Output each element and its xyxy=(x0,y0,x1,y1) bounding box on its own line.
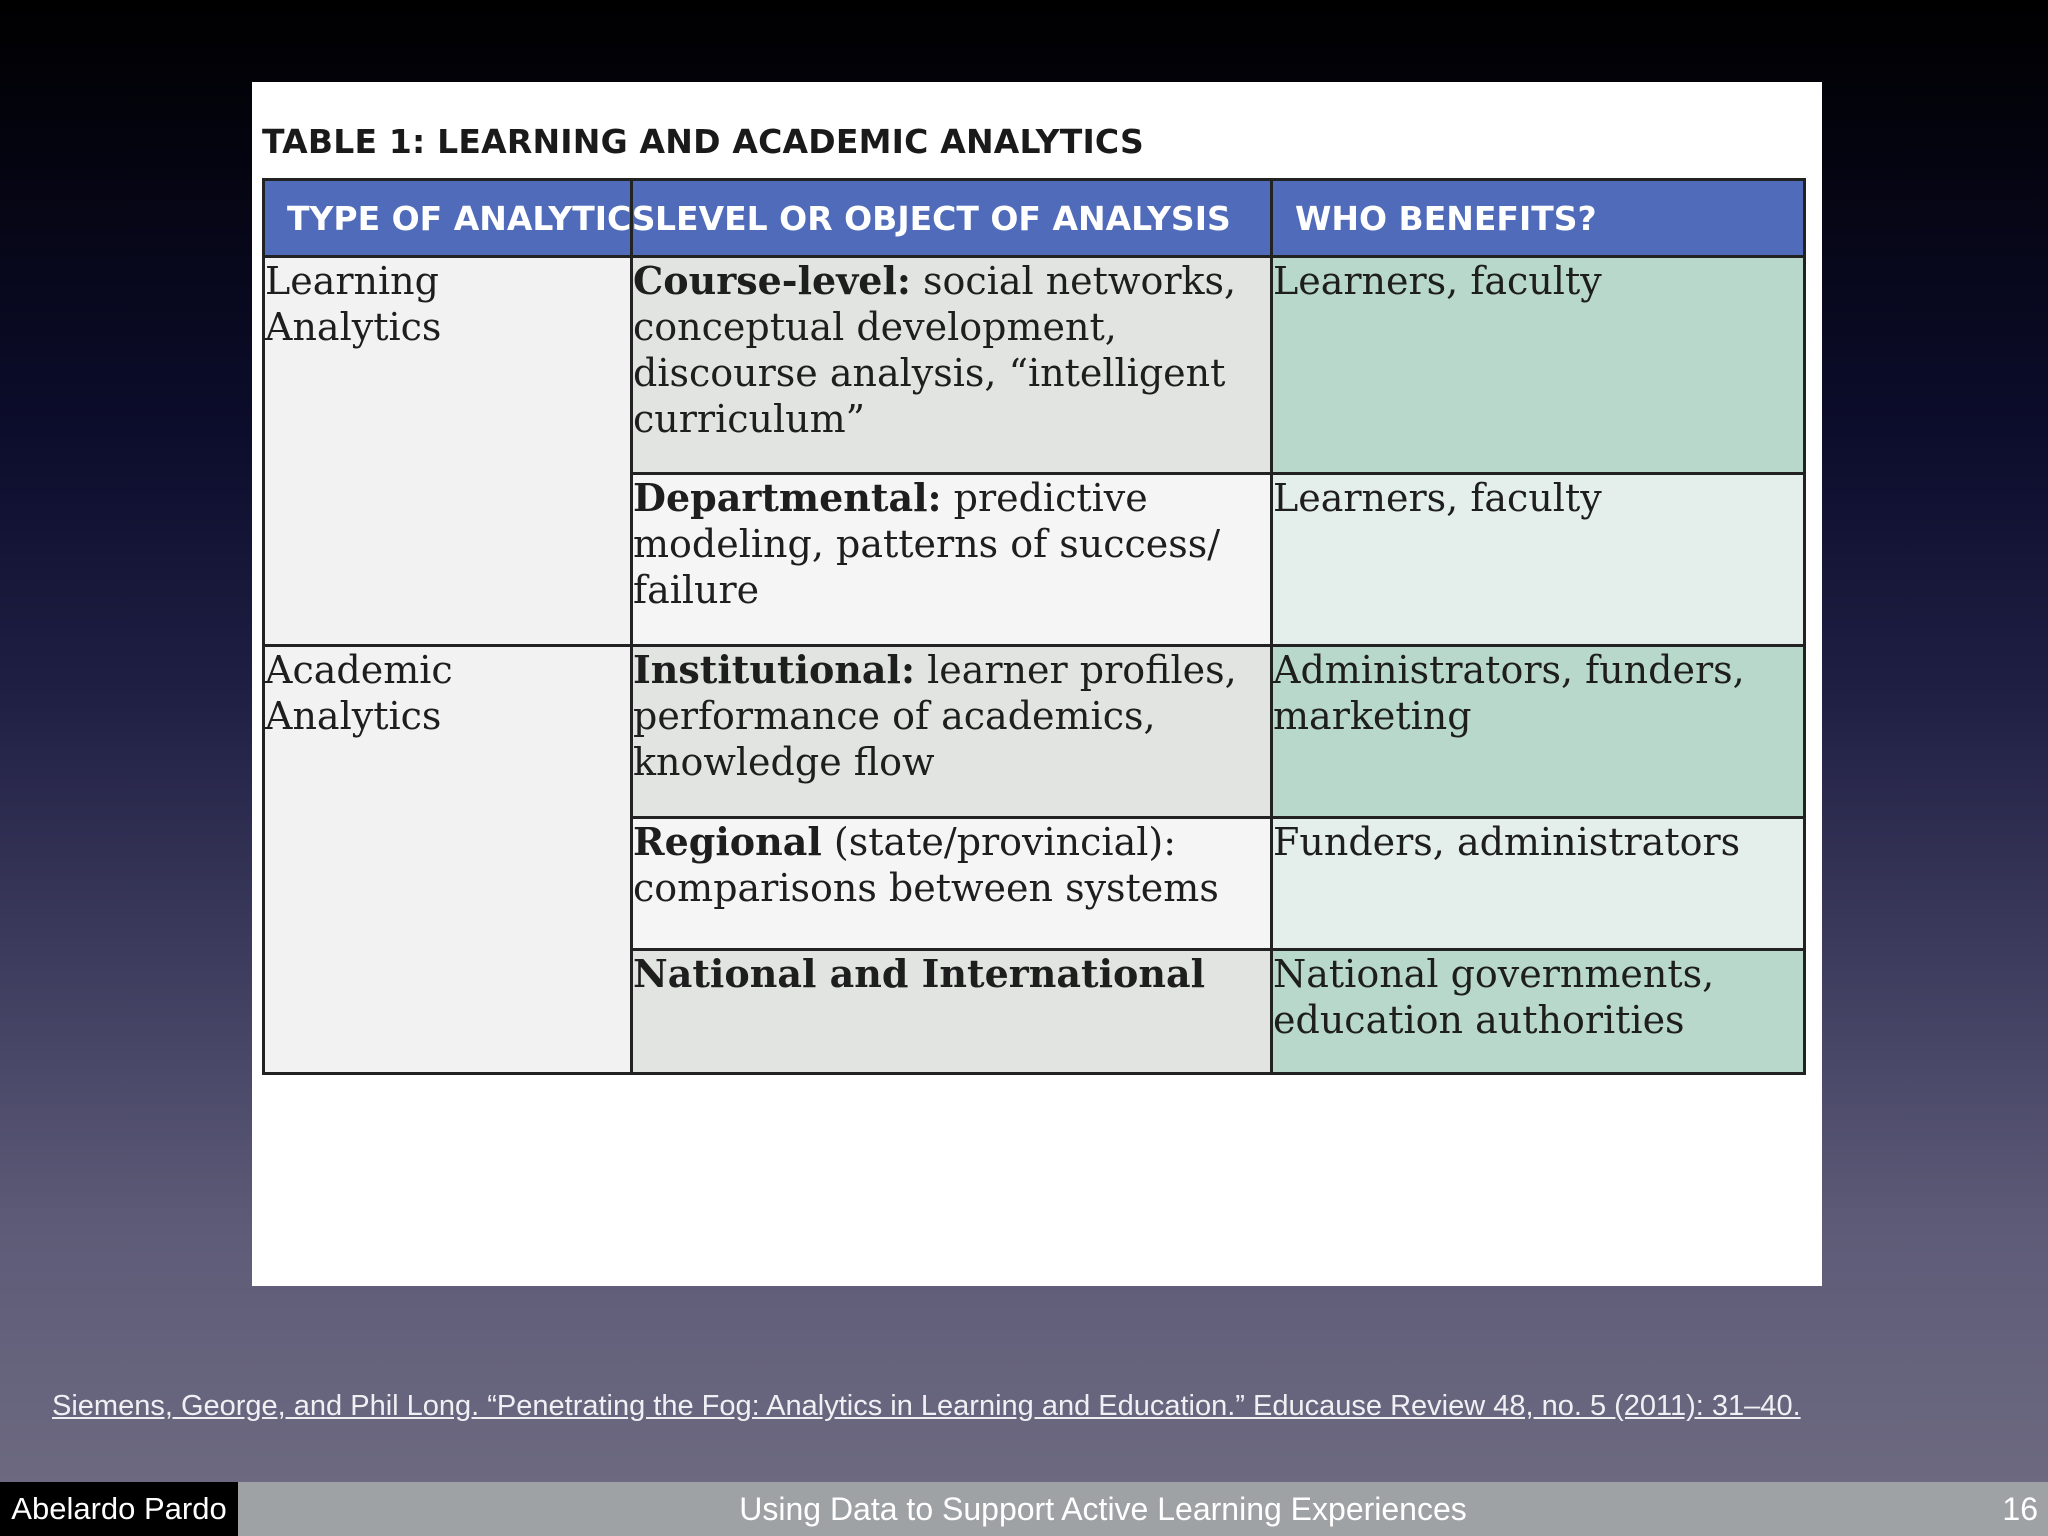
page-number: 16 xyxy=(2002,1491,2038,1527)
header-type-of-analytics: TYPE OF ANALYTICS xyxy=(264,180,632,257)
citation-link[interactable]: Siemens, George, and Phil Long. “Penetrating the Fog: Analytics in Learning and Education.” Educause Review 48, no. 5 (2011): 31–40. xyxy=(52,1390,1801,1422)
level-label: National and International xyxy=(633,951,1206,996)
benefits-cell: Funders, administrators xyxy=(1272,818,1805,950)
benefits-cell: Learners, faculty xyxy=(1272,474,1805,646)
type-cell-learning-analytics xyxy=(264,257,632,646)
footer-author: Abelardo Pardo xyxy=(0,1482,238,1536)
type-label: Analytics xyxy=(265,694,442,738)
table-header-row xyxy=(264,180,1805,257)
type-label: Learning xyxy=(265,259,439,303)
level-label: Regional xyxy=(633,819,822,864)
type-cell-academic-analytics xyxy=(264,646,632,1074)
table-image xyxy=(252,82,1822,1286)
level-label: Institutional: xyxy=(633,647,916,692)
level-cell xyxy=(632,257,1272,474)
level-cell xyxy=(632,950,1272,1074)
header-who-benefits: WHO BENEFITS? xyxy=(1272,180,1805,257)
table-row xyxy=(264,257,1805,474)
type-label: Academic xyxy=(265,648,453,692)
table-row xyxy=(264,646,1805,818)
level-label: Course-level: xyxy=(633,258,911,303)
footer-bar xyxy=(0,1482,2048,1536)
level-cell xyxy=(632,818,1272,950)
table-title: TABLE 1: LEARNING AND ACADEMIC ANALYTICS xyxy=(262,122,1144,161)
level-label: Departmental: xyxy=(633,475,942,520)
type-label: Analytics xyxy=(265,305,442,349)
benefits-cell: Administrators, funders, marketing xyxy=(1272,646,1805,818)
footer-presentation-title: Using Data to Support Active Learning Experiences xyxy=(739,1491,1467,1527)
level-cell xyxy=(632,474,1272,646)
level-text: (state/provincial): comparisons between systems xyxy=(633,820,1219,910)
benefits-cell: Learners, faculty xyxy=(1272,257,1805,474)
level-text: predictive modeling, patterns of success/ failure xyxy=(633,476,1221,612)
level-text: social networks, conceptual development, discourse analysis, “intelligent curriculum” xyxy=(633,259,1237,441)
benefits-cell: National governments, education authorities xyxy=(1272,950,1805,1074)
level-cell xyxy=(632,646,1272,818)
level-text: learner profiles, performance of academics, knowledge flow xyxy=(633,648,1237,784)
analytics-table xyxy=(262,178,1806,1075)
header-level-of-analysis: LEVEL OR OBJECT OF ANALYSIS xyxy=(632,180,1272,257)
